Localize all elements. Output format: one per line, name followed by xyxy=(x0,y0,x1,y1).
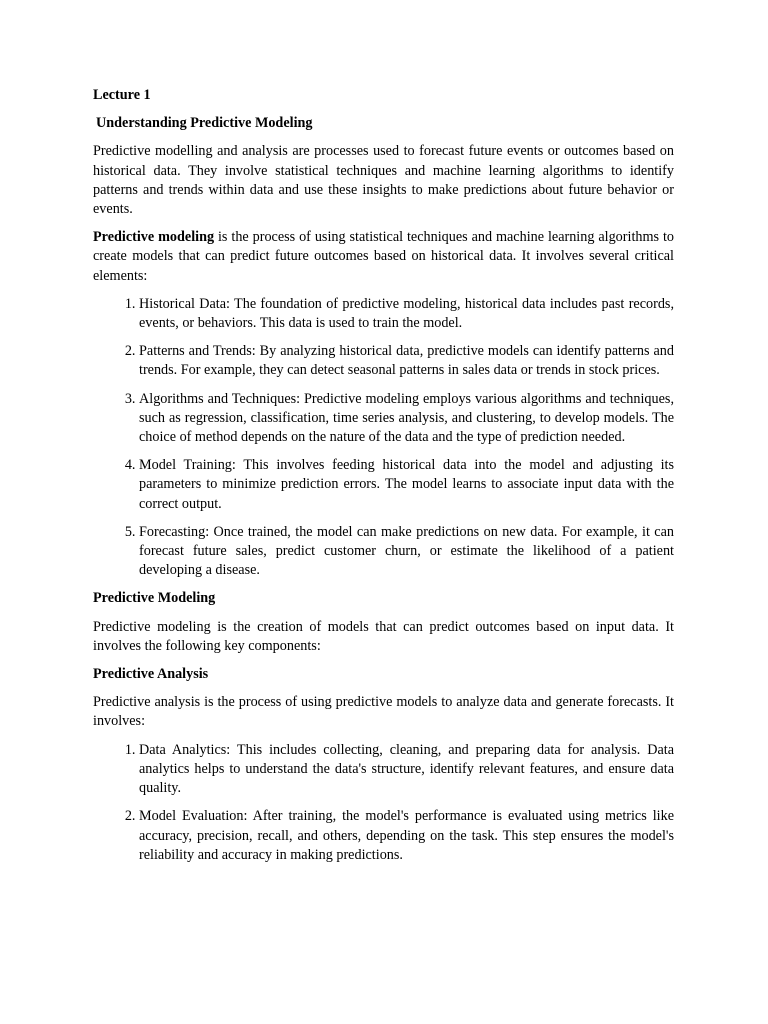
list-item: 1. Data Analytics: This includes collecting, cleaning, and preparing data for analysis. Data analytics helps to understand the data's structure, identify relevant features, and ensure data quality. xyxy=(139,741,674,799)
list-item: 3. Algorithms and Techniques: Predictive modeling employs various algorithms and techniques, such as regression, classification, time series analysis, and clustering, to develop models. The choice of method depends on the nature of the data and the type of prediction needed. xyxy=(139,390,674,448)
analysis-heading: Predictive Analysis xyxy=(93,666,209,683)
definition-term: Predictive modeling xyxy=(93,229,215,246)
definition-paragraph xyxy=(93,228,674,286)
list-item: 2. Patterns and Trends: By analyzing historical data, predictive models can identify patterns and trends. For example, they can detect seasonal patterns in sales data or trends in stock prices. xyxy=(139,342,674,380)
list-item: 2. Model Evaluation: After training, the model's performance is evaluated using metrics like accuracy, precision, recall, and others, depending on the task. This step ensures the model's reliability and accuracy in making predictions. xyxy=(139,807,674,865)
intro-paragraph: Predictive modelling and analysis are processes used to forecast future events or outcomes based on historical data. They involve statistical techniques and machine learning algorithms to identify patterns and trends within data and use these insights to make predictions about future behavior or events. xyxy=(93,143,674,218)
document-page xyxy=(93,86,674,874)
definition-text: is the process of using statistical techniques and machine learning algorithms to create models that can predict future outcomes based on historical data. It involves several critical elements: xyxy=(93,229,674,284)
list-item: 5. Forecasting: Once trained, the model can make predictions on new data. For example, it can forecast future sales, predict customer churn, or estimate the likelihood of a patient developing a disease. xyxy=(139,523,674,581)
list-item: 1. Historical Data: The foundation of predictive modeling, historical data includes past records, events, or behaviors. This data is used to train the model. xyxy=(139,295,674,333)
lecture-title: Lecture 1 xyxy=(93,87,151,103)
analysis-list xyxy=(93,741,674,865)
analysis-paragraph: Predictive analysis is the process of using predictive models to analyze data and generate forecasts. It involves: xyxy=(93,694,674,730)
list-item: 4. Model Training: This involves feeding historical data into the model and adjusting its parameters to minimize prediction errors. The model learns to associate input data with the correct output. xyxy=(139,456,674,514)
elements-list xyxy=(93,295,674,581)
section-title: Understanding Predictive Modeling xyxy=(96,115,313,132)
modeling-heading: Predictive Modeling xyxy=(93,590,216,607)
modeling-paragraph: Predictive modeling is the creation of models that can predict outcomes based on input data. It involves the following key components: xyxy=(93,618,674,654)
